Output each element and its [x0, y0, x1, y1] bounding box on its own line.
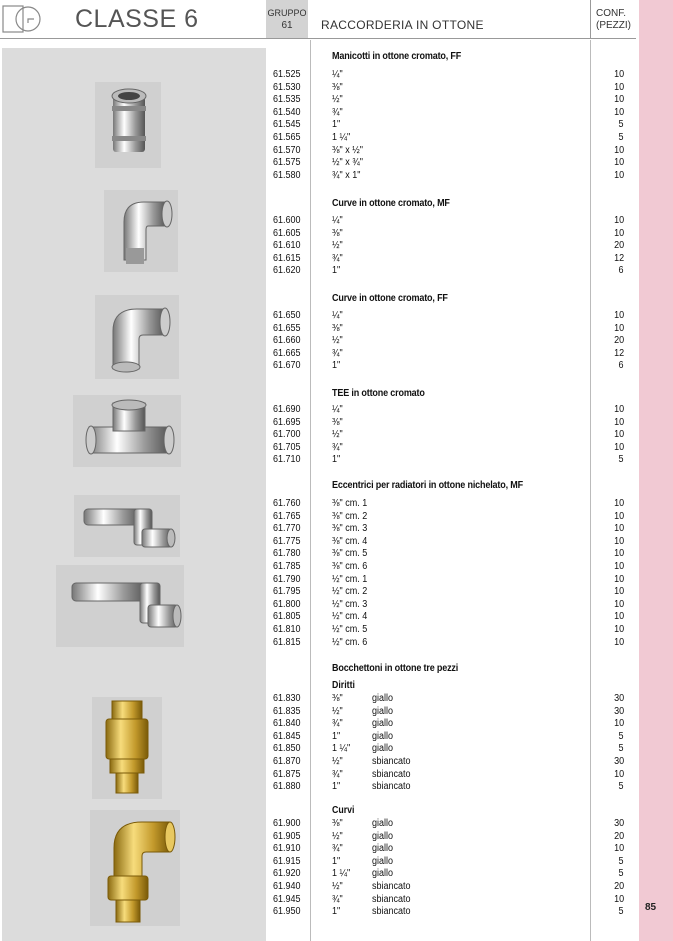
product-row [270, 265, 624, 278]
product-row [270, 586, 624, 599]
header-divider [0, 38, 636, 39]
pack-quantity: 10 [613, 843, 624, 855]
product-variant: giallo [372, 718, 394, 730]
product-code: 61.545 [273, 119, 301, 131]
product-size: 1 ¼" [332, 868, 351, 880]
product-size: ⅜" [332, 322, 343, 334]
product-row [270, 145, 624, 158]
pack-quantity: 10 [613, 598, 624, 610]
product-code: 61.910 [273, 843, 301, 855]
product-code: 61.915 [273, 855, 301, 867]
product-code: 61.650 [273, 310, 301, 321]
product-size: ¾" [332, 843, 343, 855]
product-row [270, 240, 624, 253]
product-row [270, 743, 624, 756]
product-code: 61.770 [273, 523, 301, 535]
product-size: ¾" x 1" [332, 169, 361, 181]
product-code: 61.845 [273, 730, 301, 742]
pack-quantity: 10 [613, 768, 624, 780]
product-code: 61.880 [273, 781, 301, 793]
product-size: ⅜" [332, 416, 343, 428]
product-size: ⅜" [332, 693, 343, 704]
product-code: 61.945 [273, 893, 301, 905]
product-size: ½" [332, 94, 343, 106]
product-code: 61.870 [273, 756, 301, 767]
pack-quantity: 20 [613, 240, 624, 252]
product-code: 61.765 [273, 510, 301, 522]
pack-quantity: 5 [618, 855, 624, 867]
pack-quantity: 10 [613, 322, 624, 334]
section-title: Manicotti in ottone cromato, FF [332, 50, 462, 62]
pack-quantity: 30 [613, 756, 624, 767]
product-size: ½" cm. 6 [332, 636, 368, 648]
product-row [270, 157, 624, 170]
pack-quantity: 10 [613, 429, 624, 441]
header-divider-right [590, 0, 591, 38]
product-row [270, 523, 624, 536]
product-code: 61.850 [273, 743, 301, 755]
side-band [639, 0, 673, 941]
pack-quantity: 10 [613, 215, 624, 226]
section-title: Eccentrici per radiatori in ottone nichelato, MF [332, 479, 523, 491]
product-variant: sbiancato [372, 781, 411, 793]
product-code: 61.605 [273, 227, 301, 239]
pack-quantity: 10 [613, 573, 624, 585]
product-row [270, 253, 624, 266]
product-row [270, 718, 624, 731]
product-code: 61.600 [273, 215, 301, 226]
product-size: 1" [332, 730, 341, 742]
pack-quantity: 5 [618, 743, 624, 755]
pack-quantity: 5 [618, 132, 624, 143]
product-row [270, 561, 624, 574]
pack-quantity: 10 [613, 404, 624, 415]
product-size: ¾" [332, 441, 343, 453]
product-code: 61.775 [273, 535, 301, 547]
product-code: 61.565 [273, 132, 301, 143]
pack-quantity: 10 [613, 169, 624, 181]
section-subtitle: Diritti [332, 680, 355, 691]
product-size: 1" [332, 906, 341, 918]
product-size: ¾" [332, 347, 343, 359]
eccentric-short-image [74, 495, 180, 557]
product-code: 61.530 [273, 81, 301, 93]
product-variant: sbiancato [372, 881, 411, 892]
tee-chrome-image [73, 395, 181, 467]
product-variant: giallo [372, 830, 394, 842]
union-elbow-brass-image [90, 810, 180, 926]
product-code: 61.840 [273, 718, 301, 730]
product-code: 61.805 [273, 611, 301, 623]
pack-quantity: 5 [618, 868, 624, 880]
product-row [270, 360, 624, 373]
product-variant: giallo [372, 705, 394, 717]
product-size: ½" cm. 4 [332, 611, 368, 623]
product-row [270, 442, 624, 455]
section-title: TEE in ottone cromato [332, 387, 425, 399]
product-code: 61.950 [273, 906, 301, 918]
product-row [270, 693, 624, 706]
product-code: 61.900 [273, 818, 301, 829]
product-row [270, 769, 624, 782]
product-variant: sbiancato [372, 768, 411, 780]
product-size: ½" [332, 429, 343, 441]
product-variant: sbiancato [372, 906, 411, 918]
product-code: 61.660 [273, 335, 301, 347]
product-row [270, 323, 624, 336]
product-row [270, 881, 624, 894]
product-size: ⅜" [332, 81, 343, 93]
product-size: ⅜" cm. 1 [332, 498, 368, 509]
product-variant: giallo [372, 855, 394, 867]
product-row [270, 548, 624, 561]
product-size: ½" [332, 705, 343, 717]
product-size: ¼" [332, 310, 343, 321]
product-size: ½" [332, 830, 343, 842]
product-size: ⅜" cm. 6 [332, 561, 368, 572]
product-row [270, 574, 624, 587]
pack-quantity: 5 [618, 119, 624, 131]
product-code: 61.785 [273, 561, 301, 572]
group-number: 61 [281, 20, 293, 31]
pack-quantity: 10 [613, 498, 624, 509]
product-row [270, 756, 624, 769]
product-size: ½" cm. 3 [332, 598, 368, 610]
product-code: 61.905 [273, 830, 301, 842]
pack-quantity: 20 [613, 881, 624, 892]
pack-quantity: 10 [613, 157, 624, 169]
product-code: 61.835 [273, 705, 301, 717]
product-row [270, 454, 624, 467]
product-code: 61.815 [273, 636, 301, 648]
product-variant: giallo [372, 743, 394, 755]
product-row [270, 843, 624, 856]
pack-quantity: 30 [613, 818, 624, 829]
product-row [270, 107, 624, 120]
product-row [270, 637, 624, 650]
product-size: 1" [332, 360, 341, 372]
product-row [270, 82, 624, 95]
section-title: Curve in ottone cromato, MF [332, 197, 450, 209]
product-variant: giallo [372, 868, 394, 880]
pack-quantity: 10 [613, 636, 624, 648]
product-row [270, 498, 624, 511]
product-size: ⅜" cm. 5 [332, 548, 368, 560]
product-code: 61.875 [273, 768, 301, 780]
product-code: 61.540 [273, 106, 301, 118]
product-row [270, 511, 624, 524]
product-size: ½" cm. 2 [332, 586, 368, 598]
product-row [270, 906, 624, 919]
product-size: ¼" [332, 215, 343, 226]
pack-quantity: 12 [613, 252, 624, 264]
product-row [270, 417, 624, 430]
product-size: ⅜" [332, 227, 343, 239]
product-row [270, 119, 624, 132]
product-variant: sbiancato [372, 893, 411, 905]
product-variant: giallo [372, 843, 394, 855]
pack-quantity: 10 [613, 586, 624, 598]
pack-quantity: 30 [613, 693, 624, 704]
pack-quantity: 5 [618, 781, 624, 793]
product-size: ½" [332, 756, 343, 767]
product-size: ¼" [332, 404, 343, 415]
product-row [270, 781, 624, 794]
pack-quantity: 20 [613, 830, 624, 842]
product-row [270, 310, 624, 323]
product-code: 61.670 [273, 360, 301, 372]
product-size: ½" cm. 1 [332, 573, 368, 585]
product-row [270, 228, 624, 241]
product-row [270, 69, 624, 82]
pack-quantity: 12 [613, 347, 624, 359]
elbow-ff-chrome-image [95, 295, 179, 379]
product-row [270, 818, 624, 831]
pack-quantity: 10 [613, 81, 624, 93]
product-row [270, 132, 624, 145]
product-size: ⅜" [332, 818, 343, 829]
product-variant: giallo [372, 818, 394, 829]
pack-quantity: 10 [613, 718, 624, 730]
pack-quantity: 10 [613, 310, 624, 321]
conf-line-1: CONF. [596, 8, 626, 19]
product-size: 1" [332, 265, 341, 277]
elbow-mf-chrome-image [104, 190, 178, 272]
page-title: RACCORDERIA IN OTTONE [321, 18, 484, 32]
pack-quantity: 10 [613, 416, 624, 428]
product-size: 1 ¼" [332, 743, 351, 755]
product-size: ⅜" cm. 2 [332, 510, 368, 522]
product-row [270, 599, 624, 612]
coupling-chrome-image [95, 82, 161, 168]
class-title: CLASSE 6 [75, 5, 199, 33]
product-code: 61.615 [273, 252, 301, 264]
product-code: 61.800 [273, 598, 301, 610]
pack-quantity: 5 [618, 454, 624, 466]
product-code: 61.705 [273, 441, 301, 453]
product-size: 1" [332, 855, 341, 867]
pack-quantity: 10 [613, 94, 624, 106]
product-size: ⅜" cm. 3 [332, 523, 368, 535]
product-code: 61.655 [273, 322, 301, 334]
product-row [270, 624, 624, 637]
union-straight-brass-image [92, 697, 162, 799]
product-code: 61.760 [273, 498, 301, 509]
product-size: ½" [332, 881, 343, 892]
pack-quantity: 10 [613, 548, 624, 560]
group-label: GRUPPO [267, 8, 307, 18]
pack-quantity: 10 [613, 523, 624, 535]
product-size: ½" x ¾" [332, 157, 363, 169]
product-code: 61.700 [273, 429, 301, 441]
product-row [270, 170, 624, 183]
product-code: 61.570 [273, 144, 301, 156]
brand-logo-icon [2, 3, 42, 35]
product-size: ¾" [332, 106, 343, 118]
product-size: ½" [332, 335, 343, 347]
pack-quantity: 10 [613, 561, 624, 572]
pack-quantity: 10 [613, 144, 624, 156]
product-code: 61.830 [273, 693, 301, 704]
product-row [270, 611, 624, 624]
product-size: ¾" [332, 252, 343, 264]
product-row [270, 731, 624, 744]
pack-quantity: 6 [618, 265, 624, 277]
pack-quantity-header [596, 8, 631, 32]
product-code: 61.575 [273, 157, 301, 169]
product-code: 61.920 [273, 868, 301, 880]
product-row [270, 348, 624, 361]
product-variant: giallo [372, 693, 394, 704]
pack-quantity: 10 [613, 611, 624, 623]
product-row [270, 706, 624, 719]
section-title: Curve in ottone cromato, FF [332, 292, 448, 304]
product-size: 1" [332, 454, 341, 466]
product-size: 1" [332, 119, 341, 131]
pack-quantity: 10 [613, 535, 624, 547]
product-variant: sbiancato [372, 756, 411, 767]
eccentric-long-image [56, 565, 184, 647]
product-code: 61.780 [273, 548, 301, 560]
conf-line-2: (PEZZI) [596, 20, 631, 31]
product-row [270, 894, 624, 907]
pack-quantity: 10 [613, 441, 624, 453]
product-row [270, 215, 624, 228]
product-size: ¾" [332, 718, 343, 730]
product-row [270, 429, 624, 442]
product-size: ½" cm. 5 [332, 624, 368, 635]
product-code: 61.695 [273, 416, 301, 428]
product-row [270, 868, 624, 881]
product-row [270, 536, 624, 549]
pack-quantity: 10 [613, 227, 624, 239]
product-code: 61.790 [273, 573, 301, 585]
product-row [270, 94, 624, 107]
pack-quantity: 20 [613, 335, 624, 347]
product-code: 61.795 [273, 586, 301, 598]
pack-quantity: 10 [613, 893, 624, 905]
section-subtitle: Curvi [332, 805, 355, 816]
product-code: 61.620 [273, 265, 301, 277]
product-size: 1 ¼" [332, 132, 351, 143]
product-code: 61.710 [273, 454, 301, 466]
product-code: 61.665 [273, 347, 301, 359]
product-code: 61.690 [273, 404, 301, 415]
pack-quantity: 10 [613, 106, 624, 118]
product-row [270, 404, 624, 417]
product-code: 61.525 [273, 69, 301, 80]
pack-quantity: 5 [618, 906, 624, 918]
product-code: 61.940 [273, 881, 301, 892]
pack-quantity: 10 [613, 510, 624, 522]
pack-quantity: 5 [618, 730, 624, 742]
product-code: 61.610 [273, 240, 301, 252]
product-size: ½" [332, 240, 343, 252]
pack-quantity: 30 [613, 705, 624, 717]
product-size: ⅜" cm. 4 [332, 535, 368, 547]
product-code: 61.810 [273, 624, 301, 635]
product-row [270, 856, 624, 869]
product-code: 61.580 [273, 169, 301, 181]
section-title: Bocchettoni in ottone tre pezzi [332, 662, 459, 674]
product-row [270, 335, 624, 348]
product-size: ¾" [332, 893, 343, 905]
pack-quantity: 10 [613, 624, 624, 635]
product-variant: giallo [372, 730, 394, 742]
product-row [270, 831, 624, 844]
pack-quantity: 6 [618, 360, 624, 372]
page-number: 85 [645, 902, 657, 913]
group-box [266, 0, 308, 38]
pack-quantity: 10 [613, 69, 624, 80]
product-size: ¼" [332, 69, 343, 80]
product-size: ⅜" x ½" [332, 144, 363, 156]
product-code: 61.535 [273, 94, 301, 106]
product-size: ¾" [332, 768, 343, 780]
product-size: 1" [332, 781, 341, 793]
